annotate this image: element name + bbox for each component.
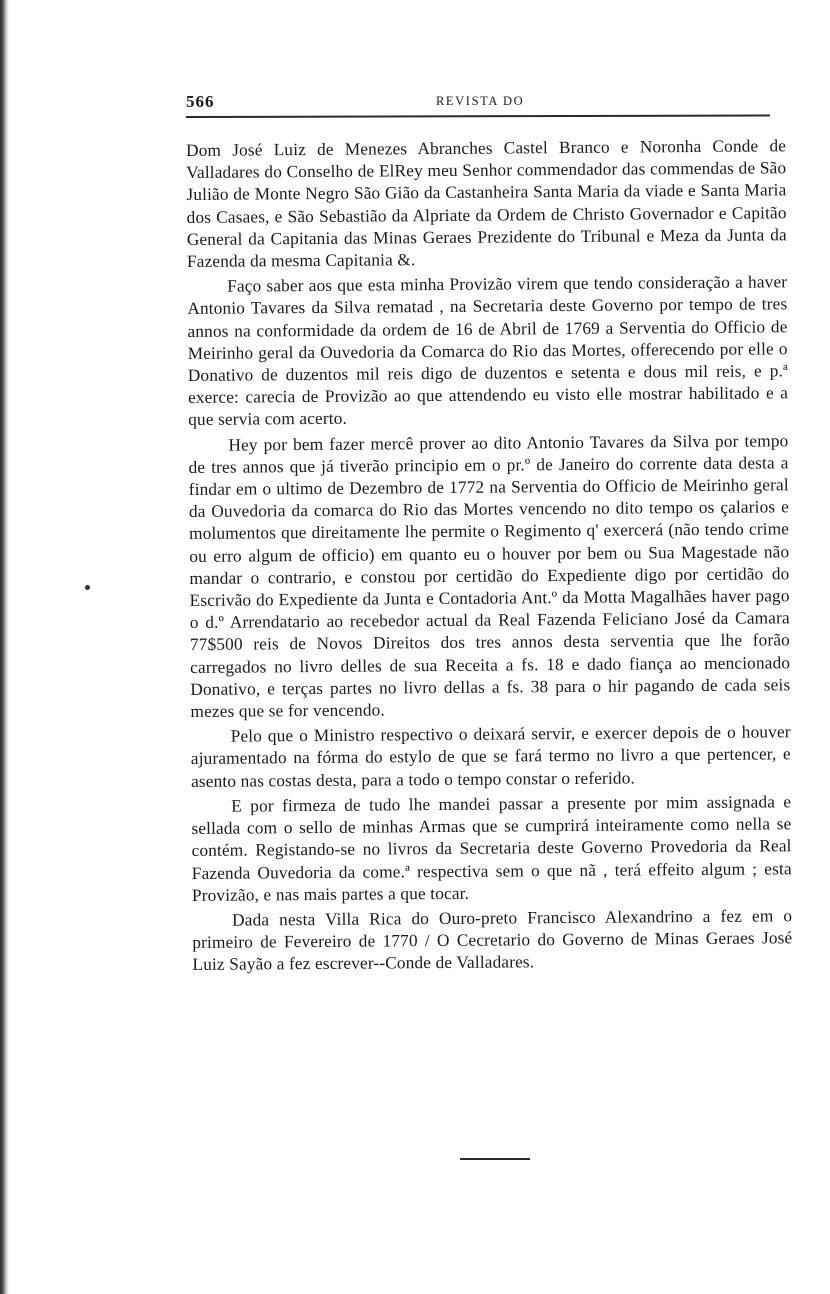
paragraph-faco-saber: Faço saber aos que esta minha Provizão virem que tendo consideração a haver Antonio Tavares da Silva rematad , na Secretaria deste Governo por tempo de tres annos na conformidade da ordem de 16 de Abril de 1769 a Serventia do Officio de Meirinho geral da Ouvedoria da Comarca do Rio das Mortes, offerecendo por elle o Donativo de duzentos mil reis digo de duzentos e setenta e dous mil reis, e p.ª exerce: carecia de Provizão ao que attendendo eu visto elle mostrar habilitado e a que servia com acerto. bbox=[187, 272, 789, 430]
end-rule bbox=[460, 1158, 530, 1160]
paragraph-hey-por-bem: Hey por bem fazer mercê prover ao dito Antonio Tavares da Silva por tempo de tres annos que já tiverão principio em o pr.º de Janeiro do corrente data desta a findar em o ultimo de Dezembro de 1772 na Serventia do Officio de Meirinho geral da Ouvedoria da comarca do Rio das Mortes vencendo no dito tempo os çalarios e molumentos que direitamente lhe permite o Regimento q' exercerá (não tendo crime ou erro algum de officio) em quanto eu o houver por bem ou Sua Magestade não mandar o contrario, e constou por certidão do Expediente digo por certidão do Escrivão do Expediente da Junta e Contadoria Ant.º da Motta Magalhães haver pago o d.º Arrendatario ao recebedor actual da Real Fazenda Feliciano José da Camara 77$500 reis de Novos Direitos dos tres annos desta serventia que lhe forão carregados no livro delles de sua Receita a fs. 18 e dado fiança ao mencionado Donativo, e terças partes no livro dellas a fs. 38 para o hir pagando de cada seis mezes que se for vencendo. bbox=[188, 430, 791, 722]
page-number: 566 bbox=[186, 92, 215, 111]
journal-title: REVISTA DO bbox=[436, 94, 525, 108]
paragraph-dada-nesta: Dada nesta Villa Rica do Ouro-preto Francisco Alexandrino a fez em o primeiro de Fevereiro de 1770 / O Cecretario do Governo de Minas Geraes José Luiz Sayão a fez escrever--Conde de Valladares. bbox=[192, 906, 793, 975]
paragraph-opening: Dom José Luiz de Menezes Abranches Castel Branco e Noronha Conde de Valladares do Conselho de ElRey meu Senhor commendador das commendas de São Julião de Monte Negro São Gião da Castanheira Santa Maria da viade e Santa Maria dos Casaes, e São Sebastião da Alpriate da Ordem de Christo Governador e Capitão General da Capitania das Minas Geraes Prezidente do Tribunal e Meza da Junta da Fazenda da mesma Capitania &. bbox=[186, 136, 787, 272]
paragraph-por-firmeza: E por firmeza de tudo lhe mandei passar a presente por mim assignada e sellada com o sello de minhas Armas que se cumprirá inteiramente como nella se contém. Registando-se no livros da Secretaria deste Governo Provedoria da Real Fazenda Ouvedoria da come.ª respectiva sem o que nã , terá effeito algum ; esta Provizão, e nas mais partes a que tocar. bbox=[191, 792, 792, 905]
paragraph-pelo-que: Pelo que o Ministro respectivo o deixará servir, e exercer depois de o houver ajuramentado na fórma do estylo de que se fará termo no livro a que pertencer, e asento nas costas desta, para a todo o tempo constar o referido. bbox=[190, 722, 791, 791]
stray-ink-mark bbox=[85, 585, 90, 590]
document-text bbox=[186, 135, 793, 979]
